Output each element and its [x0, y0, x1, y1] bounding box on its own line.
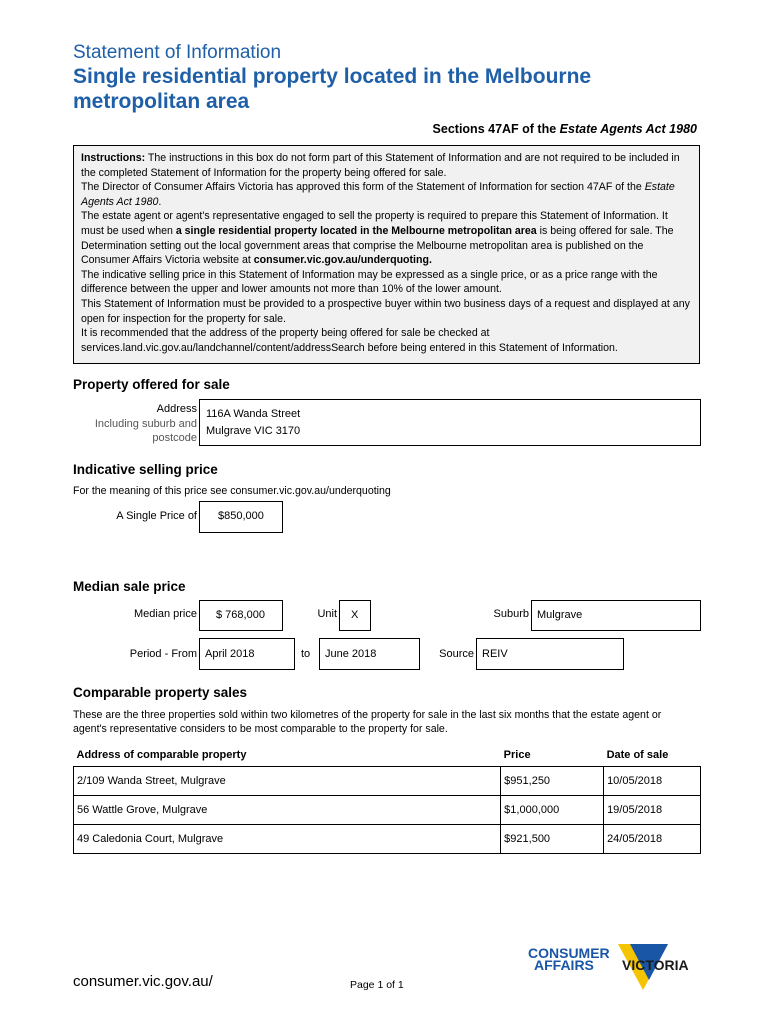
address-label: [73, 402, 197, 446]
instructions-p2a: The Director of Consumer Affairs Victoria has approved this form of the Statement of Information for section 47AF of the: [81, 181, 642, 194]
address-label-main: Address: [156, 403, 197, 415]
comparable-price[interactable]: $951,250: [501, 767, 604, 796]
logo-consumer: CONSUMER: [528, 945, 610, 961]
median-price-label: Median price: [134, 608, 197, 620]
period-from-field[interactable]: April 2018: [199, 638, 295, 670]
instructions-p4: The indicative selling price in this Statement of Information may be expressed as a single price, or as a price range with the difference between the upper and lower amounts not more than 10% of the lower amount.: [81, 268, 658, 296]
sections-reference: [433, 122, 697, 136]
instructions-box: Instructions: The instructions in this box do not form part of this Statement of Information and are not required to be included in the completed Statement of Information for the property being offered for sale. The Director of Consumer Affairs Victoria has approved this form of the Statement of Information for section 47AF of the Estate Agents Act 1980. The estate agent or agent's representative engaged to sell the property is required to prepare this Statement of Information. It must be used when a single residential property located in the Melbourne metropolitan area is being offered for sale. The Determination setting out the local government areas that comprise the Melbourne metropolitan area is published on the Consumer Affairs Victoria website at consumer.vic.gov.au/underquoting. The indicative selling price in this Statement of Information may be expressed as a single price, or as a price range with the difference between the upper and lower amounts not more than 10% of the lower amount. This Statement of Information must be provided to a prospective buyer within two business days of a request and displayed at any open for inspection for the property for sale. It is recommended that the address of the property being offered for sale be checked at services.land.vic.gov.au/landchannel/content/addressSearch before being entered in this Statement of Information.: [73, 145, 700, 364]
document-title: Single residential property located in the Melbourne metropolitan area: [73, 65, 592, 113]
address-line1: 116A Wanda Street: [206, 408, 301, 420]
comparable-address[interactable]: 2/109 Wanda Street, Mulgrave: [74, 767, 501, 796]
comparable-date[interactable]: 24/05/2018: [604, 825, 701, 854]
period-from-label: Period - From: [129, 648, 197, 660]
table-header-row: [74, 745, 701, 767]
source-field[interactable]: REIV: [476, 638, 624, 670]
median-price-field[interactable]: $ 768,000: [199, 600, 283, 631]
comparable-address[interactable]: 56 Wattle Grove, Mulgrave: [74, 796, 501, 825]
comparable-table: [73, 745, 701, 854]
suburb-field[interactable]: Mulgrave: [531, 600, 701, 631]
instructions-p1: The instructions in this box do not form part of this Statement of Information and are not required to be included in the completed Statement of Information for the property being offered for sale.: [81, 152, 680, 179]
instructions-p3d: consumer.vic.gov.au/underquoting.: [253, 254, 432, 267]
unit-label: Unit: [317, 608, 337, 620]
consumer-affairs-logo: [528, 944, 703, 992]
comparable-intro: These are the three properties sold within two kilometres of the property for sale in the last six months that the estate agent or agent's representative considers to be most comparable to the property for sale.: [73, 709, 662, 735]
instructions-p3a: The estate agent or agent's representative engaged to sell the property is required to prepare this Statement of Information. It must be used when: [81, 210, 668, 237]
table-row: [74, 796, 701, 825]
page-number: Page 1 of 1: [350, 979, 404, 991]
logo-victoria: VICTORIA: [622, 957, 689, 973]
col-price-header: Price: [501, 745, 604, 767]
unit-field[interactable]: X: [339, 600, 371, 631]
indicative-heading: Indicative selling price: [73, 462, 218, 477]
instructions-p3b: a single residential property located in the Melbourne metropolitan area: [175, 224, 537, 237]
address-label-sub2: postcode: [152, 432, 197, 444]
sections-prefix: Sections 47AF of the: [432, 122, 557, 136]
col-date-header: Date of sale: [604, 745, 701, 767]
median-heading: Median sale price: [73, 579, 186, 594]
comparable-heading: Comparable property sales: [73, 685, 248, 700]
instructions-p2b: Estate Agents Act 1980: [81, 181, 675, 208]
comparable-date[interactable]: 19/05/2018: [604, 796, 701, 825]
indicative-note: For the meaning of this price see consumer.vic.gov.au/underquoting: [73, 485, 391, 497]
address-field[interactable]: [199, 399, 701, 446]
single-price-label: A Single Price of: [116, 510, 197, 522]
comparable-address[interactable]: 49 Caledonia Court, Mulgrave: [74, 825, 501, 854]
property-heading: Property offered for sale: [73, 377, 230, 392]
address-line2: Mulgrave VIC 3170: [206, 425, 301, 437]
instructions-p6: It is recommended that the address of the property being offered for sale be checked at services.land.vic.gov.au/landchannel/content/addressSearch before being entered in this Statement of Information.: [81, 327, 618, 354]
instructions-p3c: is being offered for sale. The Determination setting out the local government areas that comprise the Melbourne metropolitan area is published on the Consumer Affairs Victoria website at: [81, 224, 674, 267]
period-to-label: to: [301, 648, 311, 660]
comparable-price[interactable]: $921,500: [501, 825, 604, 854]
period-to-field[interactable]: June 2018: [319, 638, 420, 670]
comparable-date[interactable]: 10/05/2018: [604, 767, 701, 796]
single-price-field[interactable]: $850,000: [199, 501, 283, 533]
table-row: [74, 825, 701, 854]
col-address-header: Address of comparable property: [74, 745, 501, 767]
instructions-label: Instructions:: [81, 152, 146, 164]
logo-affairs: AFFAIRS: [534, 957, 594, 973]
document-subtitle: Statement of Information: [73, 42, 282, 63]
source-label: Source: [439, 648, 474, 660]
sections-act: Estate Agents Act 1980: [559, 122, 697, 136]
address-label-sub1: Including suburb and: [94, 417, 197, 430]
footer-url: consumer.vic.gov.au/: [73, 973, 213, 990]
suburb-label: Suburb: [493, 608, 529, 620]
comparable-price[interactable]: $1,000,000: [501, 796, 604, 825]
table-row: [74, 767, 701, 796]
instructions-p5: This Statement of Information must be provided to a prospective buyer within two business days of a request and displayed at any open for inspection for the property for sale.: [81, 297, 690, 325]
